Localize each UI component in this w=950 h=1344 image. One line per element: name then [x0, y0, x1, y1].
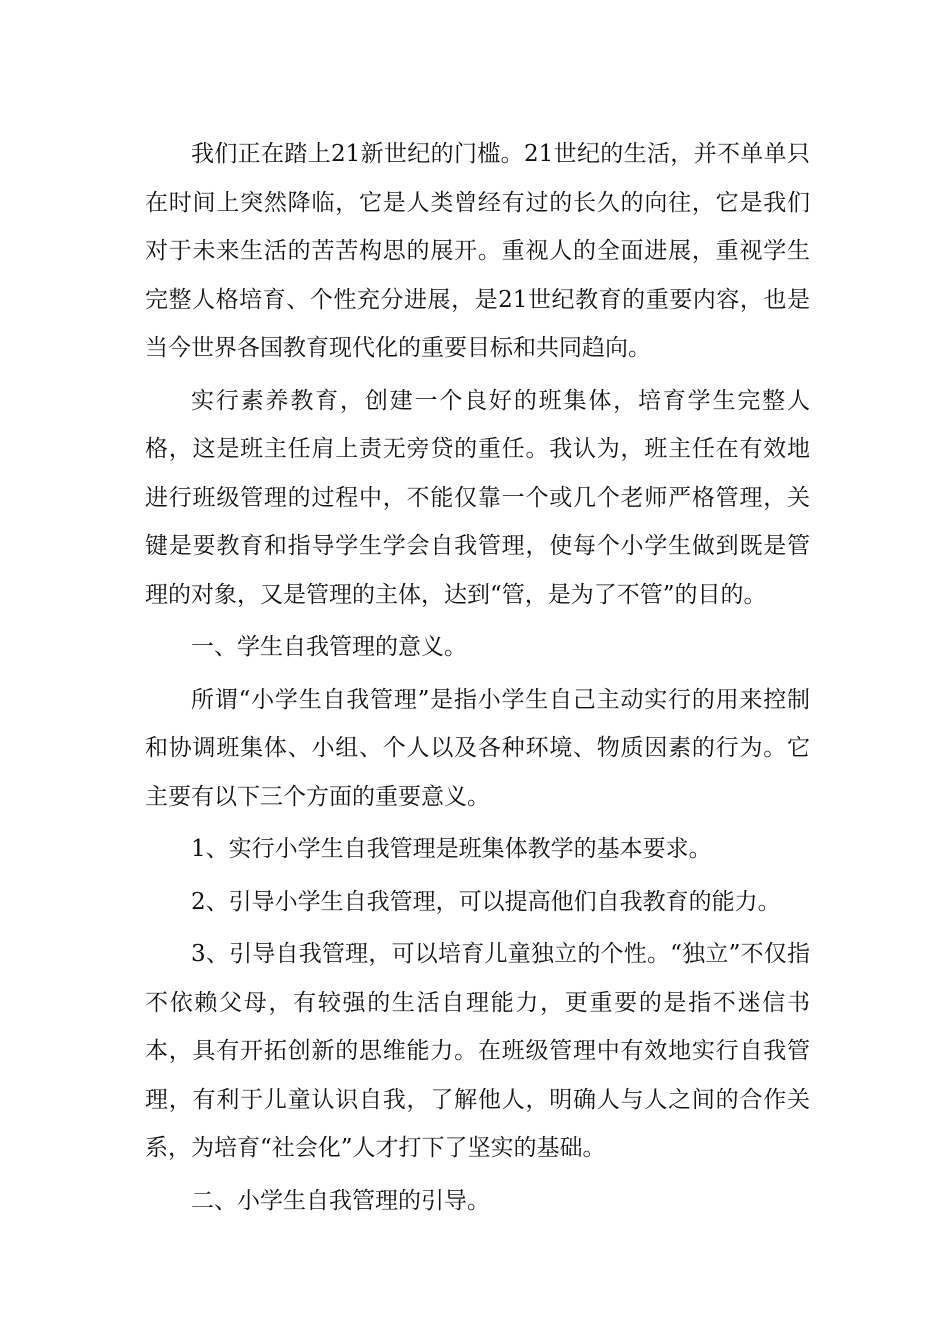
list-item-1: 1、实行小学生自我管理是班集体教学的基本要求。 [191, 836, 712, 862]
paragraph-definition: 所谓“小学生自我管理”是指小学生自己主动实行的用来控制和协调班集体、小组、个人以及各种环境、物质因素的行为。它主要有以下三个方面的重要意义。 [145, 686, 810, 810]
document-body [145, 130, 810, 1225]
list-item-2: 2、引导小学生自我管理，可以提高他们自我教育的能力。 [191, 888, 781, 915]
section-heading-meaning: 一、学生自我管理的意义。 [191, 634, 467, 660]
section-heading-guidance: 二、小学生自我管理的引导。 [191, 1187, 490, 1214]
list-item-3: 3、引导自我管理，可以培育儿童独立的个性。“独立”不仅指不依赖父母，有较强的生活自理能力，更重要的是指不迷信书本，具有开拓创新的思维能力。在班级管理中有效地实行自我管理，有利于儿童认识自我，了解他人，明确人与人之间的合作关系，为培育“社会化”人才打下了坚实的基础。 [145, 941, 810, 1161]
paragraph-intro: 我们正在踏上21新世纪的门槛。21世纪的生活，并不单单只在时间上突然降临，它是人类曾经有过的长久的向往，它是我们对于未来生活的苦苦构思的展开。重视人的全面进展，重视学生完整人格培育、个性充分进展，是21世纪教育的重要内容，也是当今世界各国教育现代化的重要目标和共同趋向。 [145, 141, 810, 361]
paragraph-quality-education: 实行素养教育，创建一个良好的班集体，培育学生完整人格，这是班主任肩上责无旁贷的重任。我认为，班主任在有效地进行班级管理的过程中，不能仅靠一个或几个老师严格管理，关键是要教育和指导学生学会自我管理，使每个小学生做到既是管理的对象，又是管理的主体，达到“管，是为了不管”的目的。 [145, 387, 810, 608]
